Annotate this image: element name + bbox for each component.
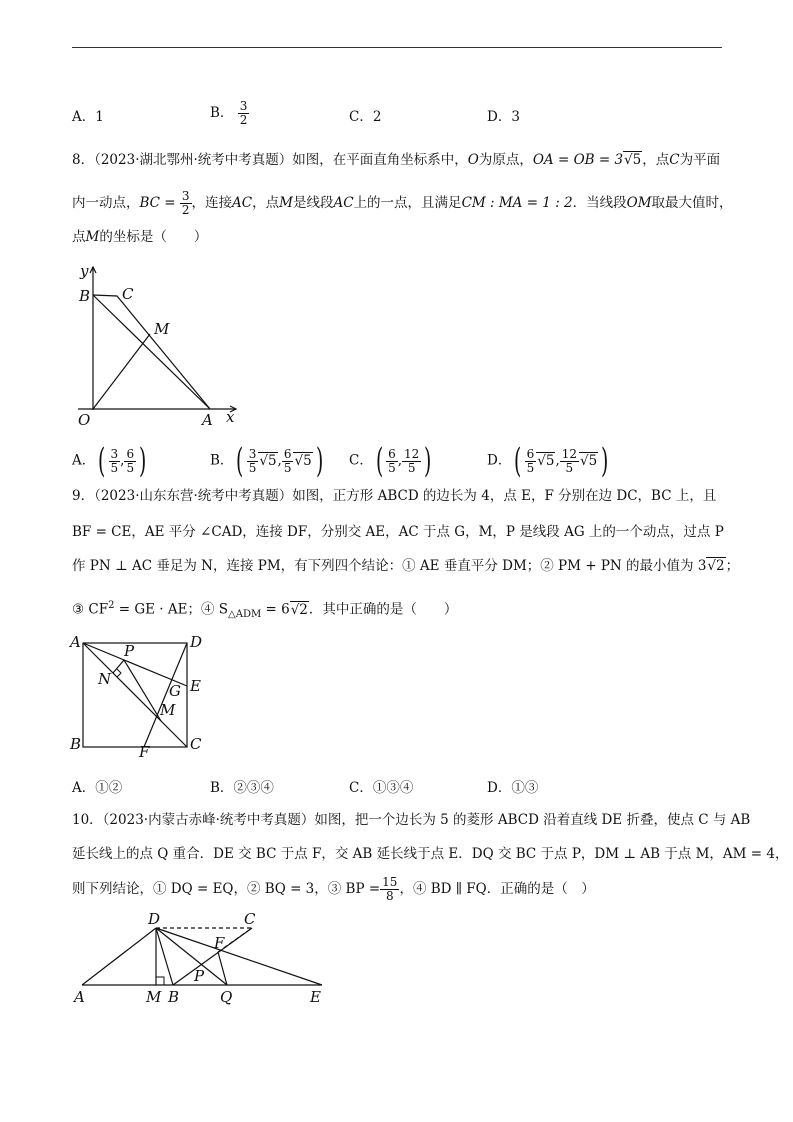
fraction bbox=[124, 448, 136, 475]
q9-line-3 bbox=[72, 556, 739, 576]
equation: CM : MA = 1 : 2 bbox=[461, 195, 573, 211]
fraction bbox=[282, 448, 294, 475]
q7-option-b-fraction bbox=[238, 100, 250, 127]
text: 上的一点，且满足 bbox=[353, 195, 462, 211]
frac-den: 5 bbox=[407, 460, 416, 475]
segment-ad bbox=[82, 928, 156, 985]
frac-num: 3 bbox=[110, 446, 119, 461]
text: ，④ BD ∥ FQ．正确的是（ ） bbox=[399, 881, 595, 897]
q7-option-c[interactable]: C．2 bbox=[349, 109, 382, 125]
fraction bbox=[402, 448, 421, 475]
text: 的坐标是（ ） bbox=[99, 229, 208, 245]
label-b: B bbox=[79, 287, 91, 305]
text: 点 bbox=[72, 229, 86, 245]
label-a: A bbox=[202, 411, 213, 429]
option-label: C． bbox=[349, 452, 373, 469]
right-angle-mark bbox=[117, 669, 121, 677]
paren-left: ( bbox=[375, 441, 384, 481]
segment-ba bbox=[93, 295, 210, 409]
paren-left: ( bbox=[98, 441, 106, 481]
fraction bbox=[180, 190, 192, 217]
sqrt-value: 5 bbox=[545, 452, 555, 469]
sqrt-value: 5 bbox=[588, 452, 598, 469]
q10-line-1: 10．（2023·内蒙古赤峰·统考中考真题）如图，把一个边长为 5 的菱形 ABCD 沿着直线 DE 折叠，使点 C 与 AB bbox=[72, 812, 751, 828]
label-e: E bbox=[190, 677, 201, 695]
q8-figure bbox=[70, 262, 240, 432]
q7-option-d[interactable]: D．3 bbox=[487, 109, 520, 125]
frac-num: 6 bbox=[126, 446, 135, 461]
label-f: F bbox=[139, 743, 150, 761]
text: ③ CF bbox=[72, 601, 109, 618]
label-g: G bbox=[169, 682, 181, 700]
text: ，点 bbox=[642, 152, 670, 168]
frac-num: 15 bbox=[382, 875, 398, 889]
frac-den: 2 bbox=[239, 113, 248, 127]
frac-den: 5 bbox=[110, 460, 119, 475]
frac-num: 3 bbox=[181, 189, 190, 203]
paren-left: ( bbox=[236, 441, 244, 481]
sqrt: √2 bbox=[707, 558, 725, 574]
segment-fq bbox=[218, 952, 227, 985]
option-label: D． bbox=[487, 452, 512, 469]
label-m: M bbox=[146, 988, 162, 1006]
text: ，点 bbox=[252, 195, 280, 211]
label-f: F bbox=[214, 934, 225, 952]
frac-den: 5 bbox=[565, 460, 574, 475]
text: 内一动点， bbox=[72, 195, 140, 211]
segment-de bbox=[156, 928, 322, 985]
label-o: O bbox=[78, 411, 91, 429]
text: 是线段 bbox=[292, 195, 334, 211]
fraction bbox=[560, 448, 579, 475]
label-y: y bbox=[80, 262, 89, 280]
q9-option-c[interactable]: C．①③④ bbox=[349, 780, 414, 796]
var: AC bbox=[333, 195, 354, 211]
q9-option-b[interactable]: B．②③④ bbox=[210, 780, 274, 796]
q9-option-d[interactable]: D．①③ bbox=[487, 780, 539, 796]
paren-right: ) bbox=[424, 441, 432, 481]
frac-den: 5 bbox=[388, 460, 396, 475]
paren-right: ) bbox=[315, 441, 323, 481]
option-label: B． bbox=[210, 452, 234, 469]
segment-om bbox=[93, 334, 150, 409]
segment-db bbox=[156, 928, 173, 985]
sqrt-value: 2 bbox=[716, 558, 725, 574]
frac-den: 8 bbox=[385, 889, 394, 903]
var: C bbox=[669, 152, 680, 168]
frac-num: 12 bbox=[561, 446, 578, 461]
label-a: A bbox=[70, 633, 81, 651]
q7-option-a[interactable]: A．1 bbox=[72, 109, 104, 125]
sqrt-value: 5 bbox=[303, 452, 312, 469]
sqrt: √5 bbox=[624, 152, 642, 168]
sqrt-value: 5 bbox=[267, 452, 277, 469]
q10-line-2: 延长线上的点 Q 重合．DE 交 BC 于点 F，交 AB 延长线于点 E．DQ 交 BC 于点 P，DM ⊥ AB 于点 M，AM = 4， bbox=[72, 846, 789, 862]
right-angle-mark bbox=[156, 977, 164, 985]
var: OM bbox=[626, 195, 652, 211]
q9-figure bbox=[68, 633, 218, 761]
equation: OA = OB = 3 bbox=[532, 152, 624, 168]
label-m: M bbox=[160, 701, 176, 719]
fraction bbox=[247, 448, 259, 475]
text: 为平面 bbox=[679, 152, 721, 168]
subscript: △ADM bbox=[228, 609, 262, 621]
text: ．其中正确的是（ ） bbox=[308, 601, 458, 618]
label-d: D bbox=[190, 633, 203, 651]
label-d: D bbox=[148, 910, 161, 928]
frac-num: 6 bbox=[283, 446, 292, 461]
sqrt: √5 bbox=[580, 452, 598, 469]
paren-left: ( bbox=[514, 441, 522, 481]
label-m: M bbox=[154, 320, 170, 338]
frac-den: 2 bbox=[181, 203, 190, 217]
q8-line-2 bbox=[72, 190, 733, 217]
var: M bbox=[85, 229, 100, 245]
text: 8．（2023·湖北鄂州·统考中考真题）如图，在平面直角坐标系中， bbox=[72, 152, 468, 168]
text: ，连接 bbox=[191, 195, 233, 211]
var: AC bbox=[232, 195, 253, 211]
superscript: 2 bbox=[108, 600, 115, 611]
text: 则下列结论，① DQ = EQ，② BQ = 3，③ BP = bbox=[72, 881, 381, 897]
label-x: x bbox=[226, 408, 235, 426]
fraction bbox=[380, 876, 399, 903]
q9-line-2: BF = CE，AE 平分 ∠CAD，连接 DF，分别交 AE，AC 于点 G，M，P 是线段 AG 上的一个动点，过点 P bbox=[72, 524, 724, 540]
label-q: Q bbox=[220, 988, 233, 1006]
label-b: B bbox=[70, 735, 82, 753]
text: 为原点， bbox=[478, 152, 533, 168]
text: 作 PN ⊥ AC 垂足为 N，连接 PM，有下列四个结论：① AE 垂直平分 DM；② PM + PN 的最小值为 3 bbox=[72, 558, 707, 574]
frac-den: 5 bbox=[283, 460, 292, 475]
q8-option-c[interactable]: C．( $\frac{6}{5}$ , $\frac{12}{5}$ ) bbox=[349, 441, 432, 481]
q7-option-b-label: B． bbox=[210, 105, 234, 121]
frac-num: 12 bbox=[404, 446, 420, 461]
label-c: C bbox=[122, 285, 134, 303]
q9-line-4 bbox=[72, 596, 457, 625]
segment-pm bbox=[124, 660, 161, 721]
label-n: N bbox=[98, 670, 112, 688]
label-b: B bbox=[168, 988, 180, 1006]
q10-line-3 bbox=[72, 876, 595, 903]
header-rule bbox=[72, 47, 722, 48]
sqrt-value: 5 bbox=[632, 152, 642, 168]
sqrt-value: 2 bbox=[299, 601, 308, 618]
frac-num: 6 bbox=[526, 446, 535, 461]
q8-line-3 bbox=[72, 227, 207, 247]
q8-option-a[interactable]: A．( $\frac{3}{5}$ , $\frac{6}{5}$ ) bbox=[72, 441, 147, 481]
label-c: C bbox=[190, 735, 202, 753]
q9-line-1: 9．（2023·山东东营·统考中考真题）如图，正方形 ABCD 的边长为 4，点 E，F 分别在边 DC，BC 上，且 bbox=[72, 488, 717, 504]
label-p: P bbox=[194, 967, 205, 985]
q10-figure bbox=[72, 908, 332, 1010]
fraction bbox=[525, 448, 537, 475]
q8-option-b[interactable]: B．( $\frac{3}{5}$ √5, $\frac{6}{5}$ √5 ) bbox=[210, 441, 323, 481]
label-a: A bbox=[74, 988, 85, 1006]
text: ； bbox=[725, 558, 740, 574]
sqrt: √5 bbox=[537, 452, 555, 469]
option-label: A． bbox=[72, 452, 96, 469]
text: = GE · AE；④ S bbox=[114, 601, 229, 618]
text: ．当线段 bbox=[572, 195, 627, 211]
fraction bbox=[109, 448, 121, 475]
q7-option-b[interactable] bbox=[210, 100, 249, 127]
q8-line-1 bbox=[72, 150, 720, 170]
text: = 6 bbox=[261, 601, 290, 618]
q8-option-d[interactable]: D．( $\frac{6}{5}$ √5, $\frac{12}{5}$ √5 ) bbox=[487, 441, 609, 481]
var: O bbox=[467, 152, 479, 168]
paren-right: ) bbox=[601, 441, 609, 481]
frac-den: 5 bbox=[526, 460, 535, 475]
equation: BC = bbox=[139, 195, 176, 211]
frac-num: 3 bbox=[248, 446, 257, 461]
frac-num: 3 bbox=[239, 99, 248, 113]
frac-den: 5 bbox=[126, 460, 135, 475]
sqrt: √5 bbox=[259, 452, 277, 469]
fraction bbox=[386, 448, 398, 475]
sqrt: √5 bbox=[294, 452, 312, 469]
frac-den: 5 bbox=[248, 460, 257, 475]
paren-right: ) bbox=[139, 441, 147, 481]
label-c: C bbox=[244, 910, 256, 928]
label-e: E bbox=[310, 988, 321, 1006]
var: M bbox=[279, 195, 293, 211]
label-p: P bbox=[124, 642, 135, 660]
text: 取最大值时， bbox=[651, 195, 733, 211]
sqrt: √2 bbox=[290, 601, 308, 618]
q9-option-a[interactable]: A．①② bbox=[72, 780, 123, 796]
frac-num: 6 bbox=[388, 446, 396, 461]
